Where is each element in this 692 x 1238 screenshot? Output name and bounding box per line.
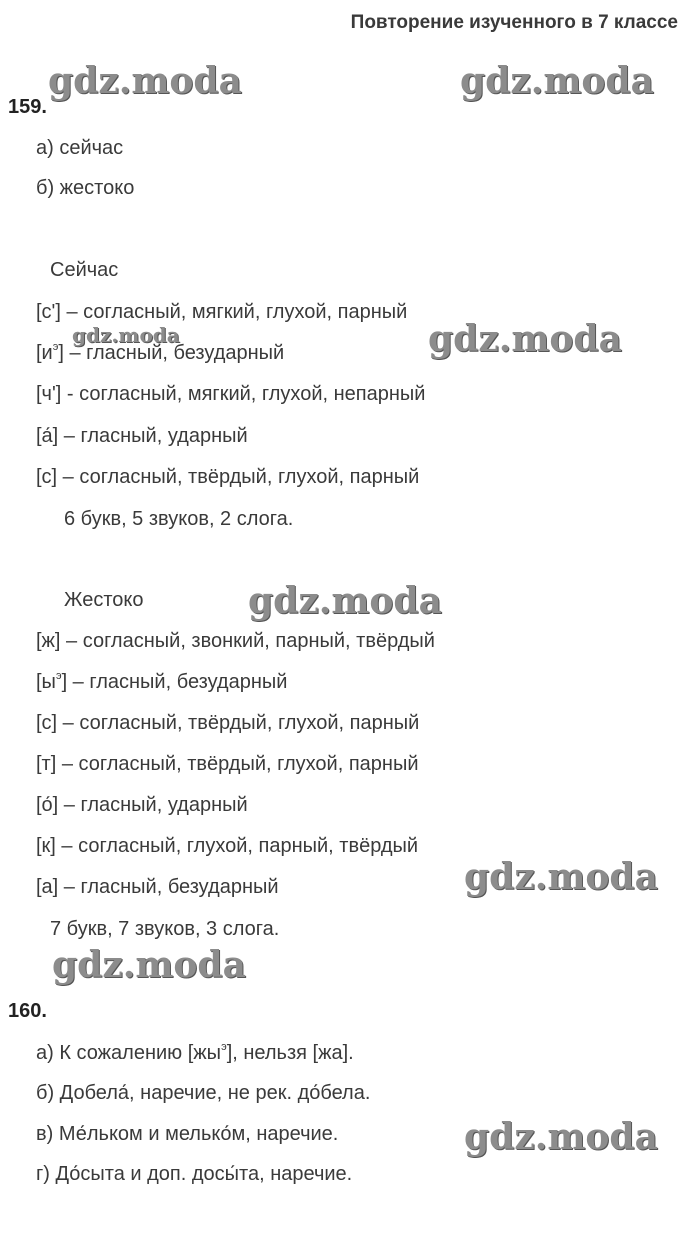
- phonetic-line: [к] – согласный, глухой, парный, твёрдый: [36, 835, 419, 857]
- answer-line: г) До́сыта и доп. досы́та, наречие.: [36, 1163, 353, 1185]
- phonetic-line: [с] – согласный, твёрдый, глухой, парный: [36, 466, 420, 488]
- word-title: Сейчас: [50, 259, 119, 281]
- watermark: gdz.moda: [460, 60, 654, 102]
- watermark: gdz.moda: [464, 1116, 658, 1158]
- answer-line: а) сейчас: [36, 137, 124, 159]
- answer-line: а) К сожалению $[жы^э]$, нельзя [жа].: [36, 1041, 354, 1064]
- phonetic-line: [а́] – гласный, ударный: [36, 425, 248, 447]
- word-title: Жестоко: [64, 589, 144, 611]
- phonetic-line: [о́] – гласный, ударный: [36, 794, 248, 816]
- page-header: Повторение изученного в 7 классе: [350, 12, 678, 33]
- answer-line: в) Ме́льком и мелько́м, наречие.: [36, 1123, 339, 1145]
- watermark: gdz.moda: [464, 856, 658, 898]
- phonetic-line: $[ы^э]$ – гласный, безударный: [36, 670, 288, 693]
- phonetic-line: [с] – согласный, твёрдый, глухой, парный: [36, 712, 420, 734]
- phonetic-line: $[и^э]$ – гласный, безударный: [36, 341, 285, 364]
- answer-line: б) жестоко: [36, 177, 135, 199]
- watermark: gdz.moda: [52, 944, 246, 986]
- summary-line: 7 букв, 7 звуков, 3 слога.: [50, 918, 280, 940]
- phonetic-line: [т] – согласный, твёрдый, глухой, парный: [36, 753, 419, 775]
- watermark: gdz.moda: [248, 580, 442, 622]
- answer-line: б) Добела́, наречие, не рек. до́бела.: [36, 1082, 371, 1104]
- phonetic-line: [а] – гласный, безударный: [36, 876, 279, 898]
- exercise-number: 159.: [8, 96, 47, 118]
- watermark: gdz.moda: [72, 323, 180, 347]
- watermark: gdz.moda: [428, 318, 622, 360]
- watermark: gdz.moda: [48, 60, 242, 102]
- exercise-number: 160.: [8, 1000, 47, 1022]
- phonetic-line: [ч'] - согласный, мягкий, глухой, непарный: [36, 383, 426, 405]
- phonetic-line: [с'] – согласный, мягкий, глухой, парный: [36, 301, 408, 323]
- summary-line: 6 букв, 5 звуков, 2 слога.: [64, 508, 294, 530]
- phonetic-line: [ж] – согласный, звонкий, парный, твёрдый: [36, 630, 435, 652]
